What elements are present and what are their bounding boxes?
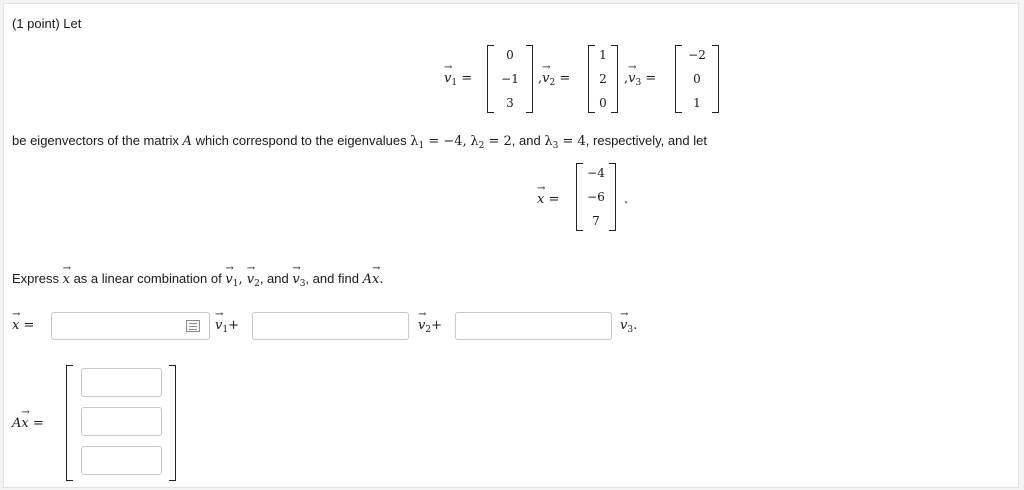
- v3-matrix: [675, 45, 719, 113]
- v2-matrix: [588, 45, 618, 113]
- v1-entry-3: 3: [506, 96, 514, 110]
- ax-label: A→ x =: [12, 416, 44, 431]
- x-matrix: [576, 163, 616, 231]
- combo-v2-term: → $v_2+$: [418, 318, 442, 335]
- v1-matrix: [487, 45, 533, 113]
- coefficient-3-input[interactable]: [455, 312, 612, 340]
- matrix-a: A: [182, 134, 192, 149]
- eigen-sentence: be eigenvectors of the matrix A which correspond to the eigenvalues $\lambda_1 = -4$, $\lambda_2 = 2$, and $\lambda_3 = 4$, respectively, and let: [12, 133, 707, 151]
- combo-v1-term: → $v_1+$: [215, 318, 239, 335]
- x-entry-2: −6: [587, 190, 605, 204]
- x-entry-3: 7: [592, 214, 600, 228]
- v2-entry-1: 1: [599, 48, 607, 62]
- problem-header: (1 point) Let: [12, 16, 82, 31]
- combo-x-label: → x =: [12, 318, 34, 333]
- v2-entry-2: 2: [599, 72, 607, 86]
- v3-entry-3: 1: [693, 96, 701, 110]
- v3-entry-2: 0: [693, 72, 701, 86]
- v1-entry-1: 0: [506, 48, 514, 62]
- x-entry-1: −4: [587, 166, 605, 180]
- v2-entry-3: 0: [599, 96, 607, 110]
- ax-entry-3-input[interactable]: [81, 446, 162, 475]
- coefficient-2-input[interactable]: [252, 312, 409, 340]
- v1-label: → $v_1$ =: [444, 71, 472, 88]
- ax-entry-1-input[interactable]: [81, 368, 162, 397]
- lambda-3: $\lambda_3 = 4$: [544, 134, 586, 151]
- lambda-2: $\lambda_2 = 2$: [470, 134, 512, 151]
- v3-entry-1: −2: [688, 48, 706, 62]
- express-sentence: Express → x as a linear combination of → $v_1$, → $v_2$, and → $v_3$, and find A→ x.: [12, 271, 383, 289]
- x-label: → x =: [537, 192, 559, 207]
- x-period: .: [624, 192, 629, 207]
- lambda-1: $\lambda_1 = -4$,: [410, 134, 467, 151]
- v1-entry-2: −1: [501, 72, 519, 86]
- v3-label: ,→ $v_3$ =: [624, 71, 656, 88]
- combo-v3-term: → $v_3$.: [620, 318, 637, 335]
- list-icon[interactable]: [186, 320, 200, 332]
- v2-label: ,→ $v_2$ =: [538, 71, 570, 88]
- ax-entry-2-input[interactable]: [81, 407, 162, 436]
